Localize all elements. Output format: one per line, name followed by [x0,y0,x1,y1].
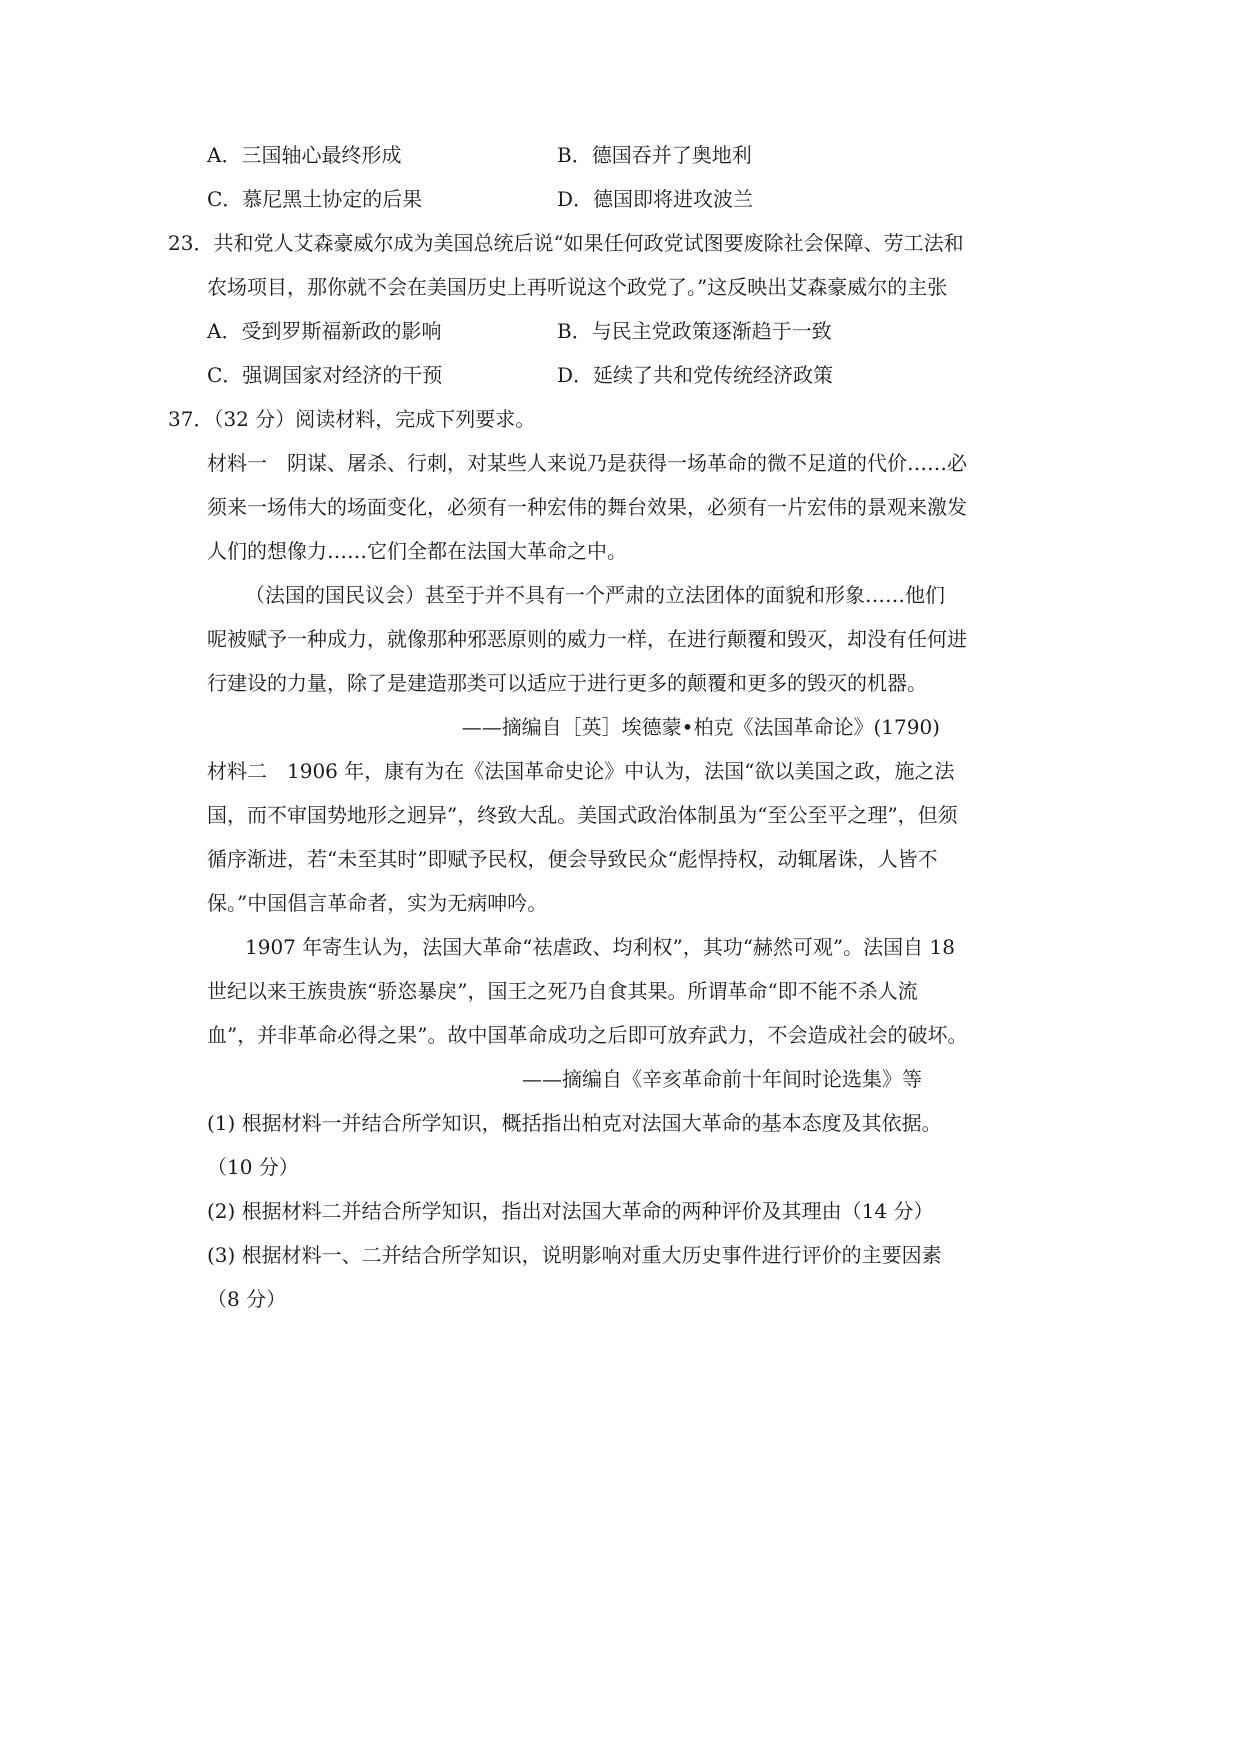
q37-material-2-para2-line-3: 血”，并非革命必得之果”。故中国革命成功之后即可放弃武力，不会造成社会的破坏。 [207,1023,968,1047]
q37-material-1-para2-line-3: 行建设的力量，除了是建造那类可以适应于进行更多的颠覆和更多的毁灭的机器。 [207,671,927,695]
q37-subquestion-1-line-2: （10 分） [207,1155,299,1179]
q37-material-2-para2-line-1: 1907 年寄生认为，法国大革命“祛虐政、均利权”，其功“赫然可观”。法国自 18 [245,935,955,959]
q37-material-1-line-3: 人们的想像力……它们全都在法国大革命之中。 [207,539,627,563]
q37-subquestion-1-line-1: (1) 根据材料一并结合所学知识，概括指出柏克对法国大革命的基本态度及其依据。 [207,1111,942,1135]
q23-option-a: A．受到罗斯福新政的影响 [207,319,442,343]
q37-material-1-line-1: 材料一 阴谋、屠杀、行刺，对某些人来说乃是获得一场革命的微不足道的代价……必 [207,451,967,475]
q37-stem: 37．（32 分）阅读材料，完成下列要求。 [168,407,536,431]
q22-option-a: A．三国轴心最终形成 [207,143,402,167]
q37-subquestion-3-line-2: （8 分） [207,1287,287,1311]
q22-option-b: B．德国吞并了奥地利 [557,143,752,167]
q23-option-b: B．与民主党政策逐渐趋于一致 [557,319,832,343]
q37-material-2-line-4: 保。”中国倡言革命者，实为无病呻吟。 [207,891,548,915]
q23-option-d: D．延续了共和党传统经济政策 [557,363,834,387]
q37-subquestion-2: (2) 根据材料二并结合所学知识，指出对法国大革命的两种评价及其理由（14 分） [207,1199,934,1223]
q37-material-1-para2-line-1: （法国的国民议会）甚至于并不具有一个严肃的立法团体的面貌和形象……他们 [245,583,945,607]
q37-material-1-para2-line-2: 呢被赋予一种成力，就像那种邪恶原则的威力一样，在进行颠覆和毁灭，却没有任何进 [207,627,967,651]
q37-material-1-source: ——摘编自［英］埃德蒙•柏克《法国革命论》(1790) [461,715,940,739]
q37-material-2-line-2: 国，而不审国势地形之迥异”，终致大乱。美国式政治体制虽为“至公至平之理”，但须 [207,803,958,827]
q23-stem-line-2: 农场项目，那你就不会在美国历史上再听说这个政党了。”这反映出艾森豪威尔的主张 [207,275,948,299]
q23-option-c: C．强调国家对经济的干预 [207,363,443,387]
q37-material-2-line-1: 材料二 1906 年，康有为在《法国革命史论》中认为，法国“欲以美国之政，施之法 [207,759,955,783]
q37-material-2-line-3: 循序渐进，若“未至其时”即赋予民权，便会导致民众“彪悍持权，动辄屠诛，人皆不 [207,847,938,871]
q37-material-2-para2-line-2: 世纪以来王族贵族“骄恣暴戾”，国王之死乃自食其果。所谓革命“即不能不杀人流 [207,979,918,1003]
q22-option-c: C．慕尼黑土协定的后果 [207,187,423,211]
q37-subquestion-3-line-1: (3) 根据材料一、二并结合所学知识，说明影响对重大历史事件进行评价的主要因素 [207,1243,942,1267]
q37-material-1-line-2: 须来一场伟大的场面变化，必须有一种宏伟的舞台效果，必须有一片宏伟的景观来激发 [207,495,967,519]
q23-stem-line-1: 23．共和党人艾森豪威尔成为美国总统后说“如果任何政党试图要废除社会保障、劳工法和 [168,231,964,255]
q22-option-d: D．德国即将进攻波兰 [557,187,754,211]
q37-material-2-source: ——摘编自《辛亥革命前十年间时论选集》等 [522,1067,922,1091]
